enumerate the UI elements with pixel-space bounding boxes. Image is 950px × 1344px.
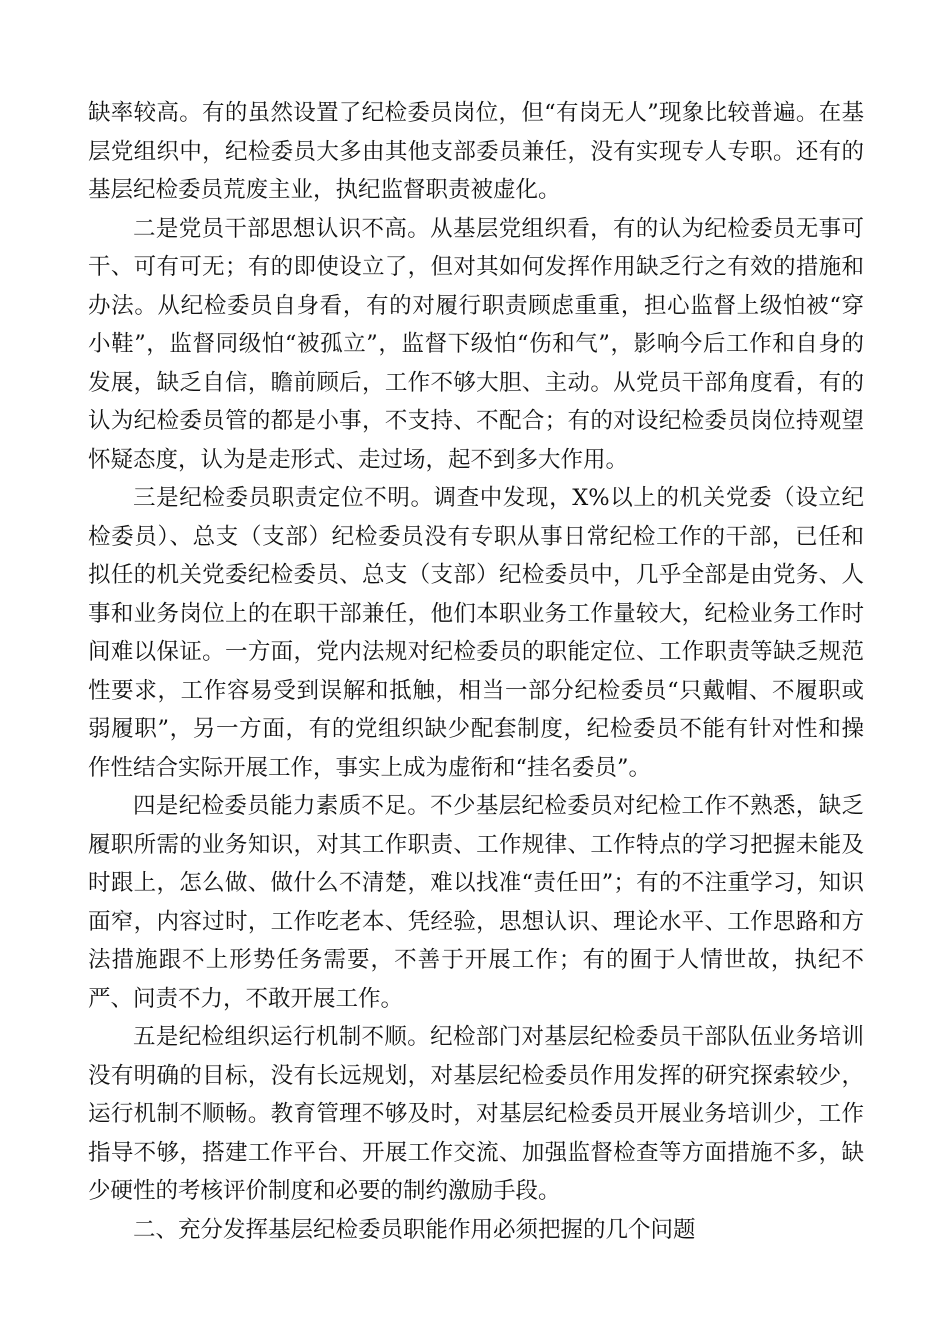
paragraph-point-three: 三是纪检委员职责定位不明。调查中发现，X%以上的机关党委（设立纪检委员）、总支（支部）纪检委员没有专职从事日常纪检工作的干部，已任和拟任的机关党委纪检委员、总支（支部）纪检委员中，几乎全部是由党务、人事和业务岗位上的在职干部兼任，他们本职业务工作量较大，纪检业务工作时间难以保证。一方面，党内法规对纪检委员的职能定位、工作职责等缺乏规范性要求，工作容易受到误解和抵触，相当一部分纪检委员“只戴帽、不履职或弱履职”，另一方面，有的党组织缺少配套制度，纪检委员不能有针对性和操作性结合实际开展工作，事实上成为虚衔和“挂名委员”。 bbox=[88, 485, 864, 781]
paragraph-point-five: 五是纪检组织运行机制不顺。纪检部门对基层纪检委员干部队伍业务培训没有明确的目标，没有长远规划，对基层纪检委员作用发挥的研究探索较少，运行机制不顺畅。教育管理不够及时，对基层纪检委员开展业务培训少，工作指导不够，搭建工作平台、开展工作交流、加强监督检查等方面措施不多，缺少硬性的考核评价制度和必要的制约激励手段。 bbox=[88, 1024, 864, 1204]
paragraph-point-two: 二是党员干部思想认识不高。从基层党组织看，有的认为纪检委员无事可干、可有可无；有的即使设立了，但对其如何发挥作用缺乏行之有效的措施和办法。从纪检委员自身看，有的对履行职责顾虑重重，担心监督上级怕被“穿小鞋”，监督同级怕“被孤立”，监督下级怕“伤和气”，影响今后工作和自身的发展，缺乏自信，瞻前顾后，工作不够大胆、主动。从党员干部角度看，有的认为纪检委员管的都是小事，不支持、不配合；有的对设纪检委员岗位持观望怀疑态度，认为是走形式、走过场，起不到多大作用。 bbox=[88, 215, 864, 473]
paragraph-point-four: 四是纪检委员能力素质不足。不少基层纪检委员对纪检工作不熟悉，缺乏履职所需的业务知识，对其工作职责、工作规律、工作特点的学习把握未能及时跟上，怎么做、做什么不清楚，难以找准“责任田”；有的不注重学习，知识面窄，内容过时，工作吃老本、凭经验，思想认识、理论水平、工作思路和方法措施跟不上形势任务需要，不善于开展工作；有的囿于人情世故，执纪不严、问责不力，不敢开展工作。 bbox=[88, 793, 864, 1012]
section-heading: 二、充分发挥基层纪检委员职能作用必须把握的几个问题 bbox=[133, 1216, 696, 1243]
paragraph-continuation: 缺率较高。有的虽然设置了纪检委员岗位，但“有岗无人”现象比较普遍。在基层党组织中，纪检委员大多由其他支部委员兼任，没有实现专人专职。还有的基层纪检委员荒废主业，执纪监督职责被虚化。 bbox=[88, 100, 864, 203]
document-page bbox=[88, 94, 864, 1249]
